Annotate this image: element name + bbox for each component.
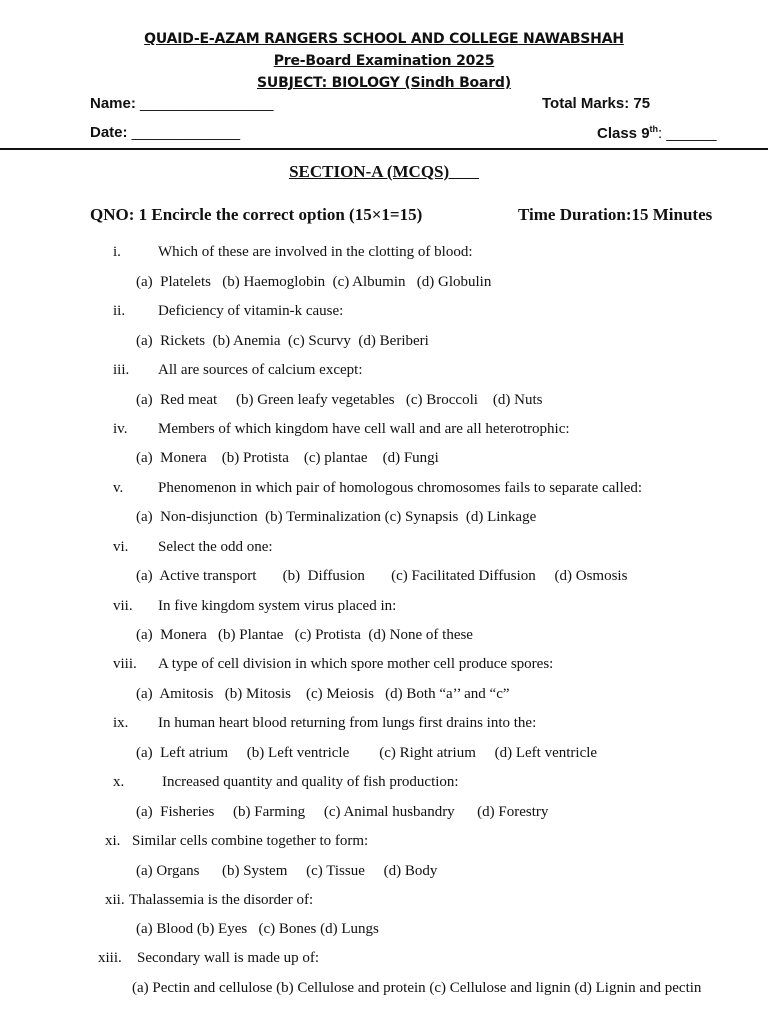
question-text: All are sources of calcium except: xyxy=(158,362,363,378)
question-number: v. xyxy=(113,480,124,496)
question-text: In human heart blood returning from lungs first drains into the: xyxy=(158,715,537,731)
total-marks: Total Marks: 75 xyxy=(542,95,651,112)
name-label: Name: xyxy=(90,95,136,112)
question-text: Similar cells combine together to form: xyxy=(132,833,369,849)
question-options: (a) Red meat (b) Green leafy vegetables (c) Broccoli (d) Nuts xyxy=(136,392,543,408)
question-number: iii. xyxy=(113,362,130,378)
question-number: xi. xyxy=(105,833,121,849)
question-text: Deficiency of vitamin-k cause: xyxy=(158,303,344,319)
question-options: (a) Organs (b) System (c) Tissue (d) Body xyxy=(136,863,438,879)
question-text: Select the odd one: xyxy=(158,539,273,555)
question-text: Thalassemia is the disorder of: xyxy=(129,892,314,908)
question-options: (a) Platelets (b) Haemoglobin (c) Albumin (d) Globulin xyxy=(136,274,492,290)
question-options: (a) Pectin and cellulose (b) Cellulose and protein (c) Cellulose and lignin (d) Lignin and pectin xyxy=(132,980,702,996)
question-number: ix. xyxy=(113,715,129,731)
question-number: xii. xyxy=(105,892,125,908)
question-heading: QNO: 1 Encircle the correct option (15×1=15) xyxy=(90,205,423,224)
question-number: vii. xyxy=(113,598,133,614)
question-text: Which of these are involved in the clotting of blood: xyxy=(158,244,473,260)
question-options: (a) Blood (b) Eyes (c) Bones (d) Lungs xyxy=(136,921,379,937)
question-options: (a) Non-disjunction (b) Terminalization (c) Synapsis (d) Linkage xyxy=(136,509,537,525)
class-blank: : ______ xyxy=(658,125,717,142)
question-number: iv. xyxy=(113,421,128,437)
question-text: In five kingdom system virus placed in: xyxy=(158,598,397,614)
class-label: Class 9 xyxy=(597,125,650,142)
exam-title: Pre-Board Examination 2025 xyxy=(273,53,495,69)
question-options: (a) Rickets (b) Anemia (c) Scurvy (d) Beriberi xyxy=(136,333,429,349)
question-text: A type of cell division in which spore mother cell produce spores: xyxy=(158,656,554,672)
class-field xyxy=(597,124,716,142)
name-blank: ________________ xyxy=(140,95,274,112)
question-options: (a) Fisheries (b) Farming (c) Animal husbandry (d) Forestry xyxy=(136,804,549,820)
date-label: Date: xyxy=(90,124,128,141)
section-title: SECTION-A (MCQS) xyxy=(289,162,450,181)
question-text: Secondary wall is made up of: xyxy=(137,950,320,966)
question-number: ii. xyxy=(113,303,126,319)
subject-title: SUBJECT: BIOLOGY (Sindh Board) xyxy=(257,75,511,91)
question-options: (a) Active transport (b) Diffusion (c) Facilitated Diffusion (d) Osmosis xyxy=(136,568,628,584)
class-superscript: th xyxy=(649,124,659,134)
date-blank: _____________ xyxy=(131,124,241,141)
time-duration: Time Duration:15 Minutes xyxy=(518,205,713,224)
question-number: i. xyxy=(113,244,121,260)
question-options: (a) Monera (b) Plantae (c) Protista (d) None of these xyxy=(136,627,473,643)
question-number: viii. xyxy=(113,656,137,672)
name-field xyxy=(90,95,274,112)
question-number: xiii. xyxy=(98,950,122,966)
question-options: (a) Monera (b) Protista (c) plantae (d) Fungi xyxy=(136,450,439,466)
question-text: Phenomenon in which pair of homologous chromosomes fails to separate called: xyxy=(158,480,643,496)
question-options: (a) Left atrium (b) Left ventricle (c) Right atrium (d) Left ventricle xyxy=(136,745,598,761)
school-name: QUAID-E-AZAM RANGERS SCHOOL AND COLLEGE NAWABSHAH xyxy=(144,31,624,47)
question-number: vi. xyxy=(113,539,129,555)
header-divider xyxy=(0,148,768,150)
question-text: Increased quantity and quality of fish production: xyxy=(162,774,459,790)
date-field xyxy=(90,124,240,141)
question-options: (a) Amitosis (b) Mitosis (c) Meiosis (d) Both “a’’ and “c” xyxy=(136,686,510,702)
question-text: Members of which kingdom have cell wall and are all heterotrophic: xyxy=(158,421,570,437)
question-number: x. xyxy=(113,774,125,790)
